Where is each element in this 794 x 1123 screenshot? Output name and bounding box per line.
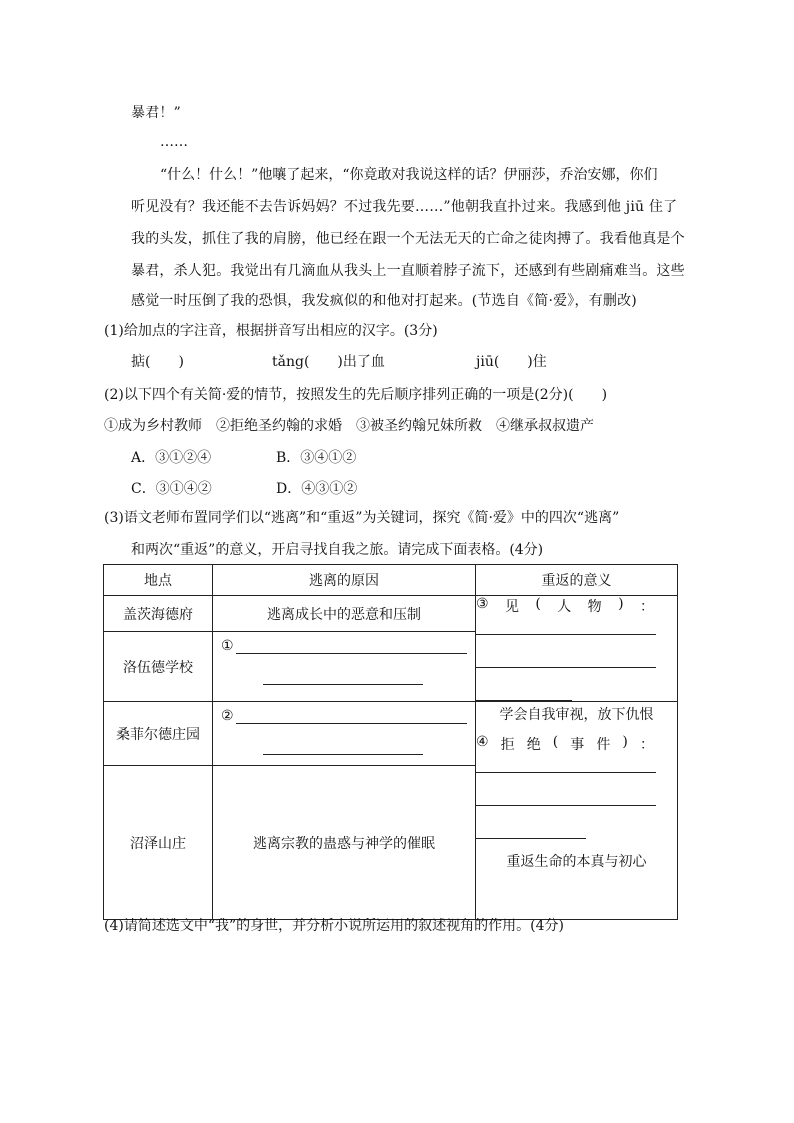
meaning-bottom-text: 重返生命的本真与初心	[506, 854, 647, 870]
passage-line: 暴君，杀人犯。我觉出有几滴血从我头上一直顺着脖子流下，还感到有些剧痛难当。这些	[131, 263, 685, 279]
meaning-cell-4[interactable]	[476, 702, 678, 920]
answer-blank[interactable]	[236, 639, 467, 654]
reason-answer-2[interactable]: ②	[213, 702, 476, 766]
reason-answer-1[interactable]: ①	[213, 632, 476, 702]
header-place: 地点	[104, 565, 213, 596]
passage-line: 感觉一时压倒了我的恐惧，我发疯似的和他对打起来。(节选自《简·爱》，有删改)	[131, 293, 637, 309]
place-cell: 桑菲尔德庄园	[104, 702, 213, 766]
option-b[interactable]: B．③④①②	[276, 450, 357, 466]
pinyin-item: 掂( )	[131, 354, 184, 370]
passage-line: 听见没有？我还能不去告诉妈妈？不过我先要……”他朝我直扑过来。我感到他 jiū 住了	[131, 199, 678, 215]
question-stem: (3)语文老师布置同学们以“逃离”和“重返”为关键词，探究《简·爱》中的四次“逃离”	[104, 510, 620, 526]
header-meaning: 重返的意义	[476, 565, 678, 596]
meaning-prompt: ④ 拒 绝 ( 事 件 ) ：	[476, 734, 654, 753]
place-cell: 盖茨海德府	[104, 596, 213, 632]
option-d[interactable]: D．④③①②	[276, 481, 358, 497]
answer-blank[interactable]	[236, 709, 467, 724]
question-stem: (4)请简述选文中“我”的身世，并分析小说所运用的叙述视角的作用。(4分)	[104, 918, 564, 934]
answer-blank[interactable]	[476, 668, 572, 701]
passage-ellipsis: ……	[160, 134, 188, 150]
event-list: ①成为乡村教师 ②拒绝圣约翰的求婚 ③被圣约翰兄妹所救 ④继承叔叔遗产	[104, 418, 594, 434]
option-c[interactable]: C．③①④②	[131, 481, 212, 497]
pinyin-item: jiū( )住	[476, 354, 547, 370]
reason-cell: 逃离成长中的恶意和压制	[213, 596, 476, 632]
meaning-prompt: ③ 见 ( 人 物 ) ：	[476, 596, 654, 615]
pinyin-item: tǎng( )出了血	[272, 354, 385, 370]
header-reason: 逃离的原因	[213, 565, 476, 596]
answer-table	[103, 564, 678, 920]
passage-line: 暴君！”	[131, 105, 181, 121]
reason-cell: 逃离宗教的蛊惑与神学的催眠	[213, 766, 476, 920]
passage-line: 我的头发，抓住了我的肩膀，他已经在跟一个无法无天的亡命之徒肉搏了。我看他真是个	[131, 231, 685, 247]
meaning-top-text: 学会自我审视，放下仇恨	[499, 707, 654, 723]
place-cell: 沼泽山庄	[104, 766, 213, 920]
meaning-cell-3[interactable]	[476, 596, 678, 702]
answer-blank[interactable]	[476, 635, 656, 668]
question-stem: 和两次“重返”的意义，开启寻找自我之旅。请完成下面表格。(4分)	[131, 542, 544, 558]
passage-line: “什么！什么！”他嚷了起来，“你竟敢对我说这样的话？伊丽莎，乔治安娜，你们	[160, 167, 658, 183]
answer-blank[interactable]	[263, 654, 423, 685]
option-a[interactable]: A．③①②④	[131, 450, 212, 466]
question-stem: (2)以下四个有关简·爱的情节，按照发生的先后顺序排列正确的一项是(2分)( )	[104, 387, 608, 403]
question-stem: (1)给加点的字注音，根据拼音写出相应的汉字。(3分)	[104, 323, 438, 339]
answer-blank[interactable]	[263, 724, 423, 755]
answer-blank[interactable]	[476, 616, 656, 635]
answer-blank[interactable]	[476, 773, 656, 806]
answer-blank[interactable]	[476, 754, 656, 773]
answer-blank[interactable]	[476, 806, 586, 839]
place-cell: 洛伍德学校	[104, 632, 213, 702]
